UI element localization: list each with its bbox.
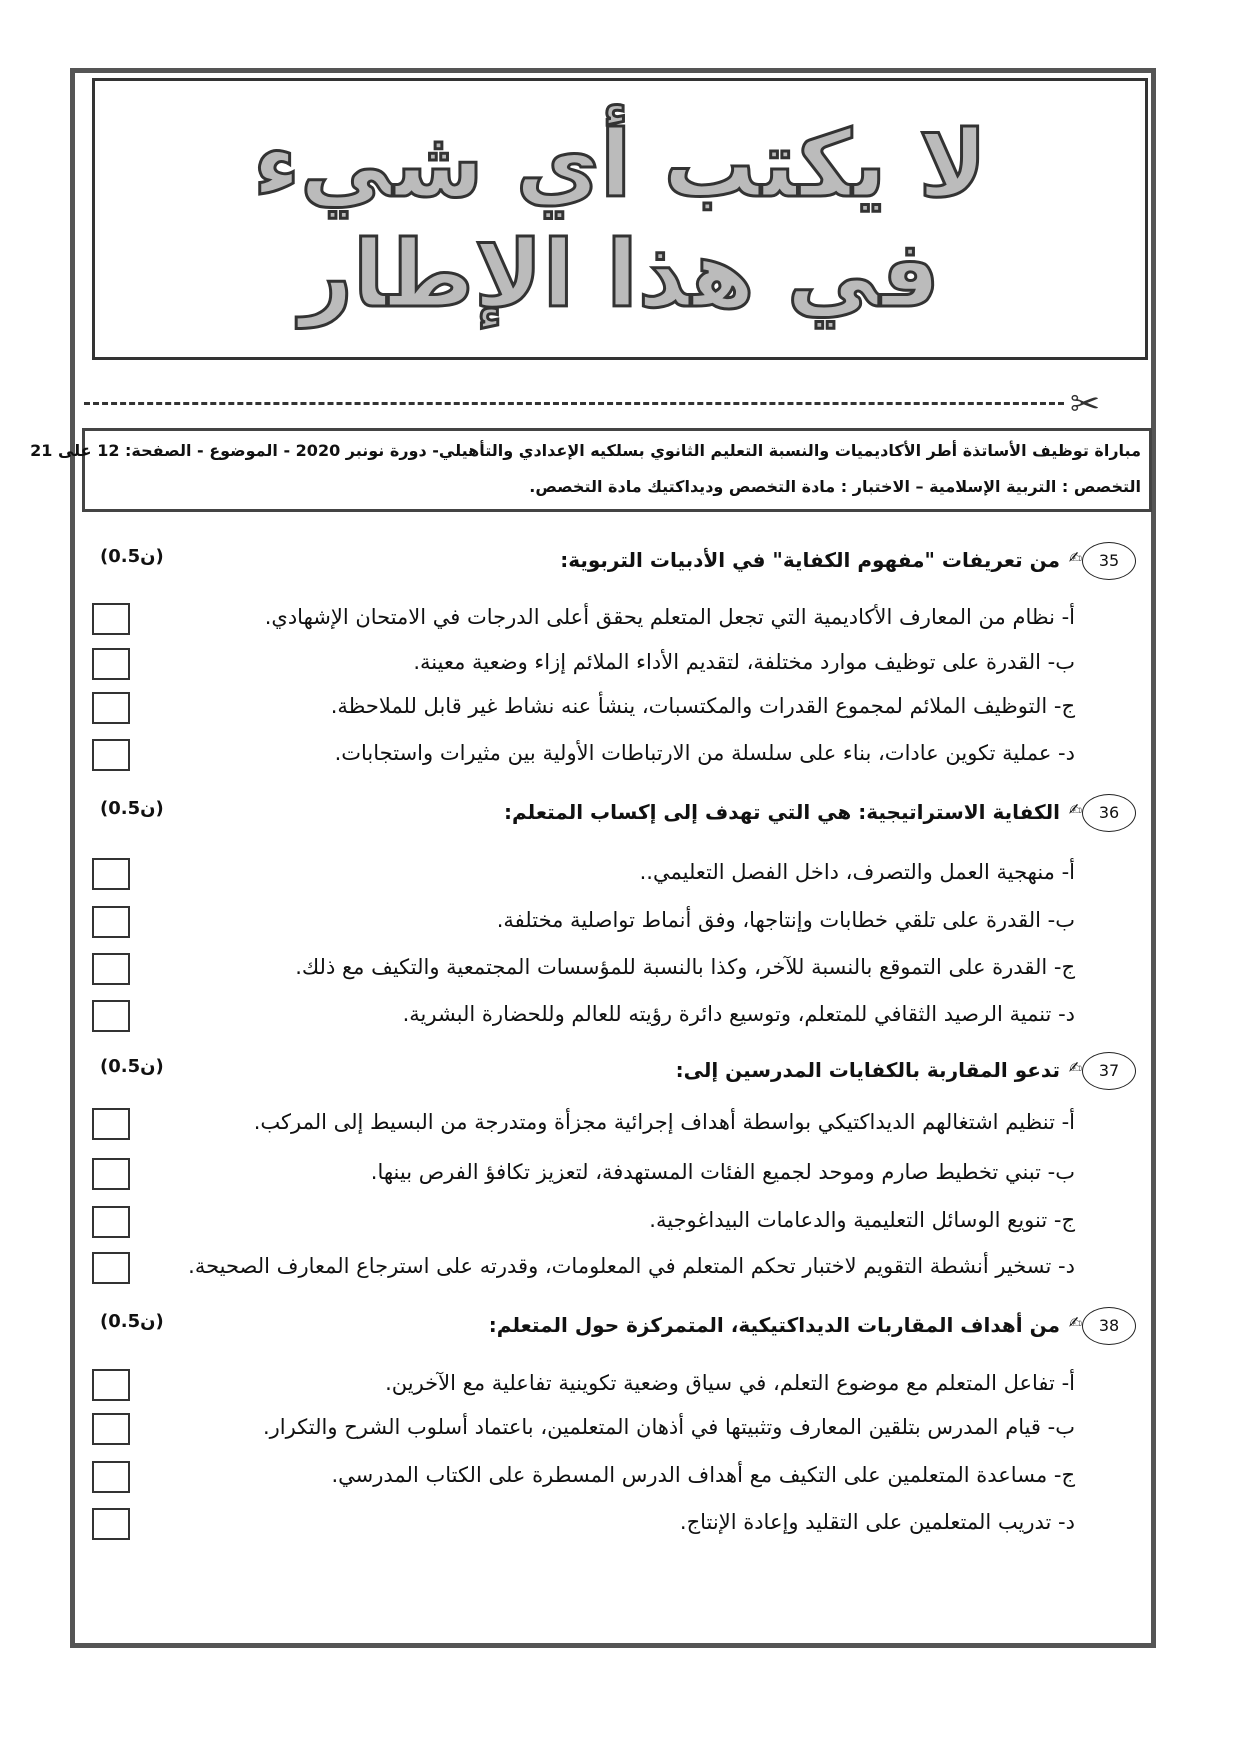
- banner-line-1: لا يكتب أي شيء: [252, 111, 988, 218]
- answer-checkbox[interactable]: [92, 1206, 130, 1238]
- answer-option: ب- تبني تخطيط صارم وموحد لجميع الفئات المستهدفة، لتعزيز تكافؤ الفرص بينها.: [370, 1160, 1075, 1184]
- answer-option: د- تنمية الرصيد الثقافي للمتعلم، وتوسيع دائرة رؤيته للعالم وللحضارة البشرية.: [402, 1002, 1075, 1026]
- answer-checkbox[interactable]: [92, 858, 130, 890]
- answer-checkbox[interactable]: [92, 1158, 130, 1190]
- pencil-icon: ✍: [1068, 800, 1082, 819]
- question-score: (0.5ن): [100, 546, 164, 567]
- question-title: تدعو المقاربة بالكفايات المدرسين إلى:: [675, 1058, 1060, 1082]
- question-number: 36: [1082, 794, 1136, 832]
- answer-option: أ- نظام من المعارف الأكاديمية التي تجعل المتعلم يحقق أعلى الدرجات في الامتحان الإشهادي.: [264, 605, 1075, 629]
- answer-option: أ- تنظيم اشتغالهم الديداكتيكي بواسطة أهداف إجرائية مجزأة ومتدرجة من البسيط إلى المركب.: [253, 1110, 1075, 1134]
- answer-checkbox[interactable]: [92, 739, 130, 771]
- answer-option: ب- القدرة على تلقي خطابات وإنتاجها، وفق أنماط تواصلية مختلفة.: [496, 908, 1075, 932]
- question-score: (0.5ن): [100, 1311, 164, 1332]
- banner-line-2: في هذا الإطار: [299, 221, 941, 328]
- question-title: من أهداف المقاربات الديداكتيكية، المتمركزة حول المتعلم:: [488, 1313, 1060, 1337]
- answer-option: د- تسخير أنشطة التقويم لاختبار تحكم المتعلم في المعلومات، وقدرته على استرجاع المعارف الصحيحة.: [188, 1254, 1075, 1278]
- exam-header: [30, 428, 1152, 512]
- scissors-icon: ✂: [1070, 384, 1101, 425]
- answer-checkbox[interactable]: [92, 692, 130, 724]
- answer-option: ج- القدرة على التموقع بالنسبة للآخر، وكذا بالنسبة للمؤسسات المجتمعية والتكيف مع ذلك.: [295, 955, 1075, 979]
- answer-checkbox[interactable]: [92, 1108, 130, 1140]
- answer-option: ب- القدرة على توظيف موارد مختلفة، لتقديم الأداء الملائم إزاء وضعية معينة.: [413, 650, 1075, 674]
- answer-option: د- عملية تكوين عادات، بناء على سلسلة من الارتباطات الأولية بين مثيرات واستجابات.: [334, 741, 1075, 765]
- answer-option: ج- مساعدة المتعلمين على التكيف مع أهداف الدرس المسطرة على الكتاب المدرسي.: [331, 1463, 1075, 1487]
- answer-checkbox[interactable]: [92, 906, 130, 938]
- answer-option: ج- تنويع الوسائل التعليمية والدعامات البيداغوجية.: [649, 1208, 1075, 1232]
- do-not-write-box: [92, 78, 1148, 360]
- question-title: الكفاية الاستراتيجية: هي التي تهدف إلى إكساب المتعلم:: [503, 800, 1060, 824]
- question-score: (0.5ن): [100, 798, 164, 819]
- answer-option: ج- التوظيف الملائم لمجموع القدرات والمكتسبات، ينشأ عنه نشاط غير قابل للملاحظة.: [330, 694, 1075, 718]
- question-score: (0.5ن): [100, 1056, 164, 1077]
- answer-option: د- تدريب المتعلمين على التقليد وإعادة الإنتاج.: [679, 1510, 1075, 1534]
- question-number: 35: [1082, 542, 1136, 580]
- pencil-icon: ✍: [1068, 1058, 1082, 1077]
- question-title: من تعريفات "مفهوم الكفاية" في الأدبيات التربوية:: [560, 548, 1060, 572]
- answer-option: أ- تفاعل المتعلم مع موضوع التعلم، في سياق وضعية تكوينية تفاعلية مع الآخرين.: [385, 1371, 1075, 1395]
- answer-checkbox[interactable]: [92, 603, 130, 635]
- answer-checkbox[interactable]: [92, 1461, 130, 1493]
- answer-checkbox[interactable]: [92, 1508, 130, 1540]
- answer-checkbox[interactable]: [92, 1369, 130, 1401]
- header-line-1: مباراة توظيف الأساتذة أطر الأكاديميات والنسبة التعليم الثانوي بسلكيه الإعدادي والتأهيلي- دورة نونبر 2020 - الموضوع - الصفحة: 12 على 21: [30, 441, 1141, 460]
- answer-option: ب- قيام المدرس بتلقين المعارف وتثبيتها في أذهان المتعلمين، باعتماد أسلوب الشرح والتكرار.: [262, 1415, 1075, 1439]
- answer-checkbox[interactable]: [92, 953, 130, 985]
- cut-line: [84, 402, 1064, 405]
- answer-checkbox[interactable]: [92, 648, 130, 680]
- pencil-icon: ✍: [1068, 1313, 1082, 1332]
- pencil-icon: ✍: [1068, 548, 1082, 567]
- answer-checkbox[interactable]: [92, 1413, 130, 1445]
- header-line-2: التخصص : التربية الإسلامية – الاختبار : مادة التخصص وديداكتيك مادة التخصص.: [529, 477, 1141, 496]
- question-number: 37: [1082, 1052, 1136, 1090]
- answer-checkbox[interactable]: [92, 1252, 130, 1284]
- answer-option: أ- منهجية العمل والتصرف، داخل الفصل التعليمي..: [639, 860, 1075, 884]
- question-number: 38: [1082, 1307, 1136, 1345]
- answer-checkbox[interactable]: [92, 1000, 130, 1032]
